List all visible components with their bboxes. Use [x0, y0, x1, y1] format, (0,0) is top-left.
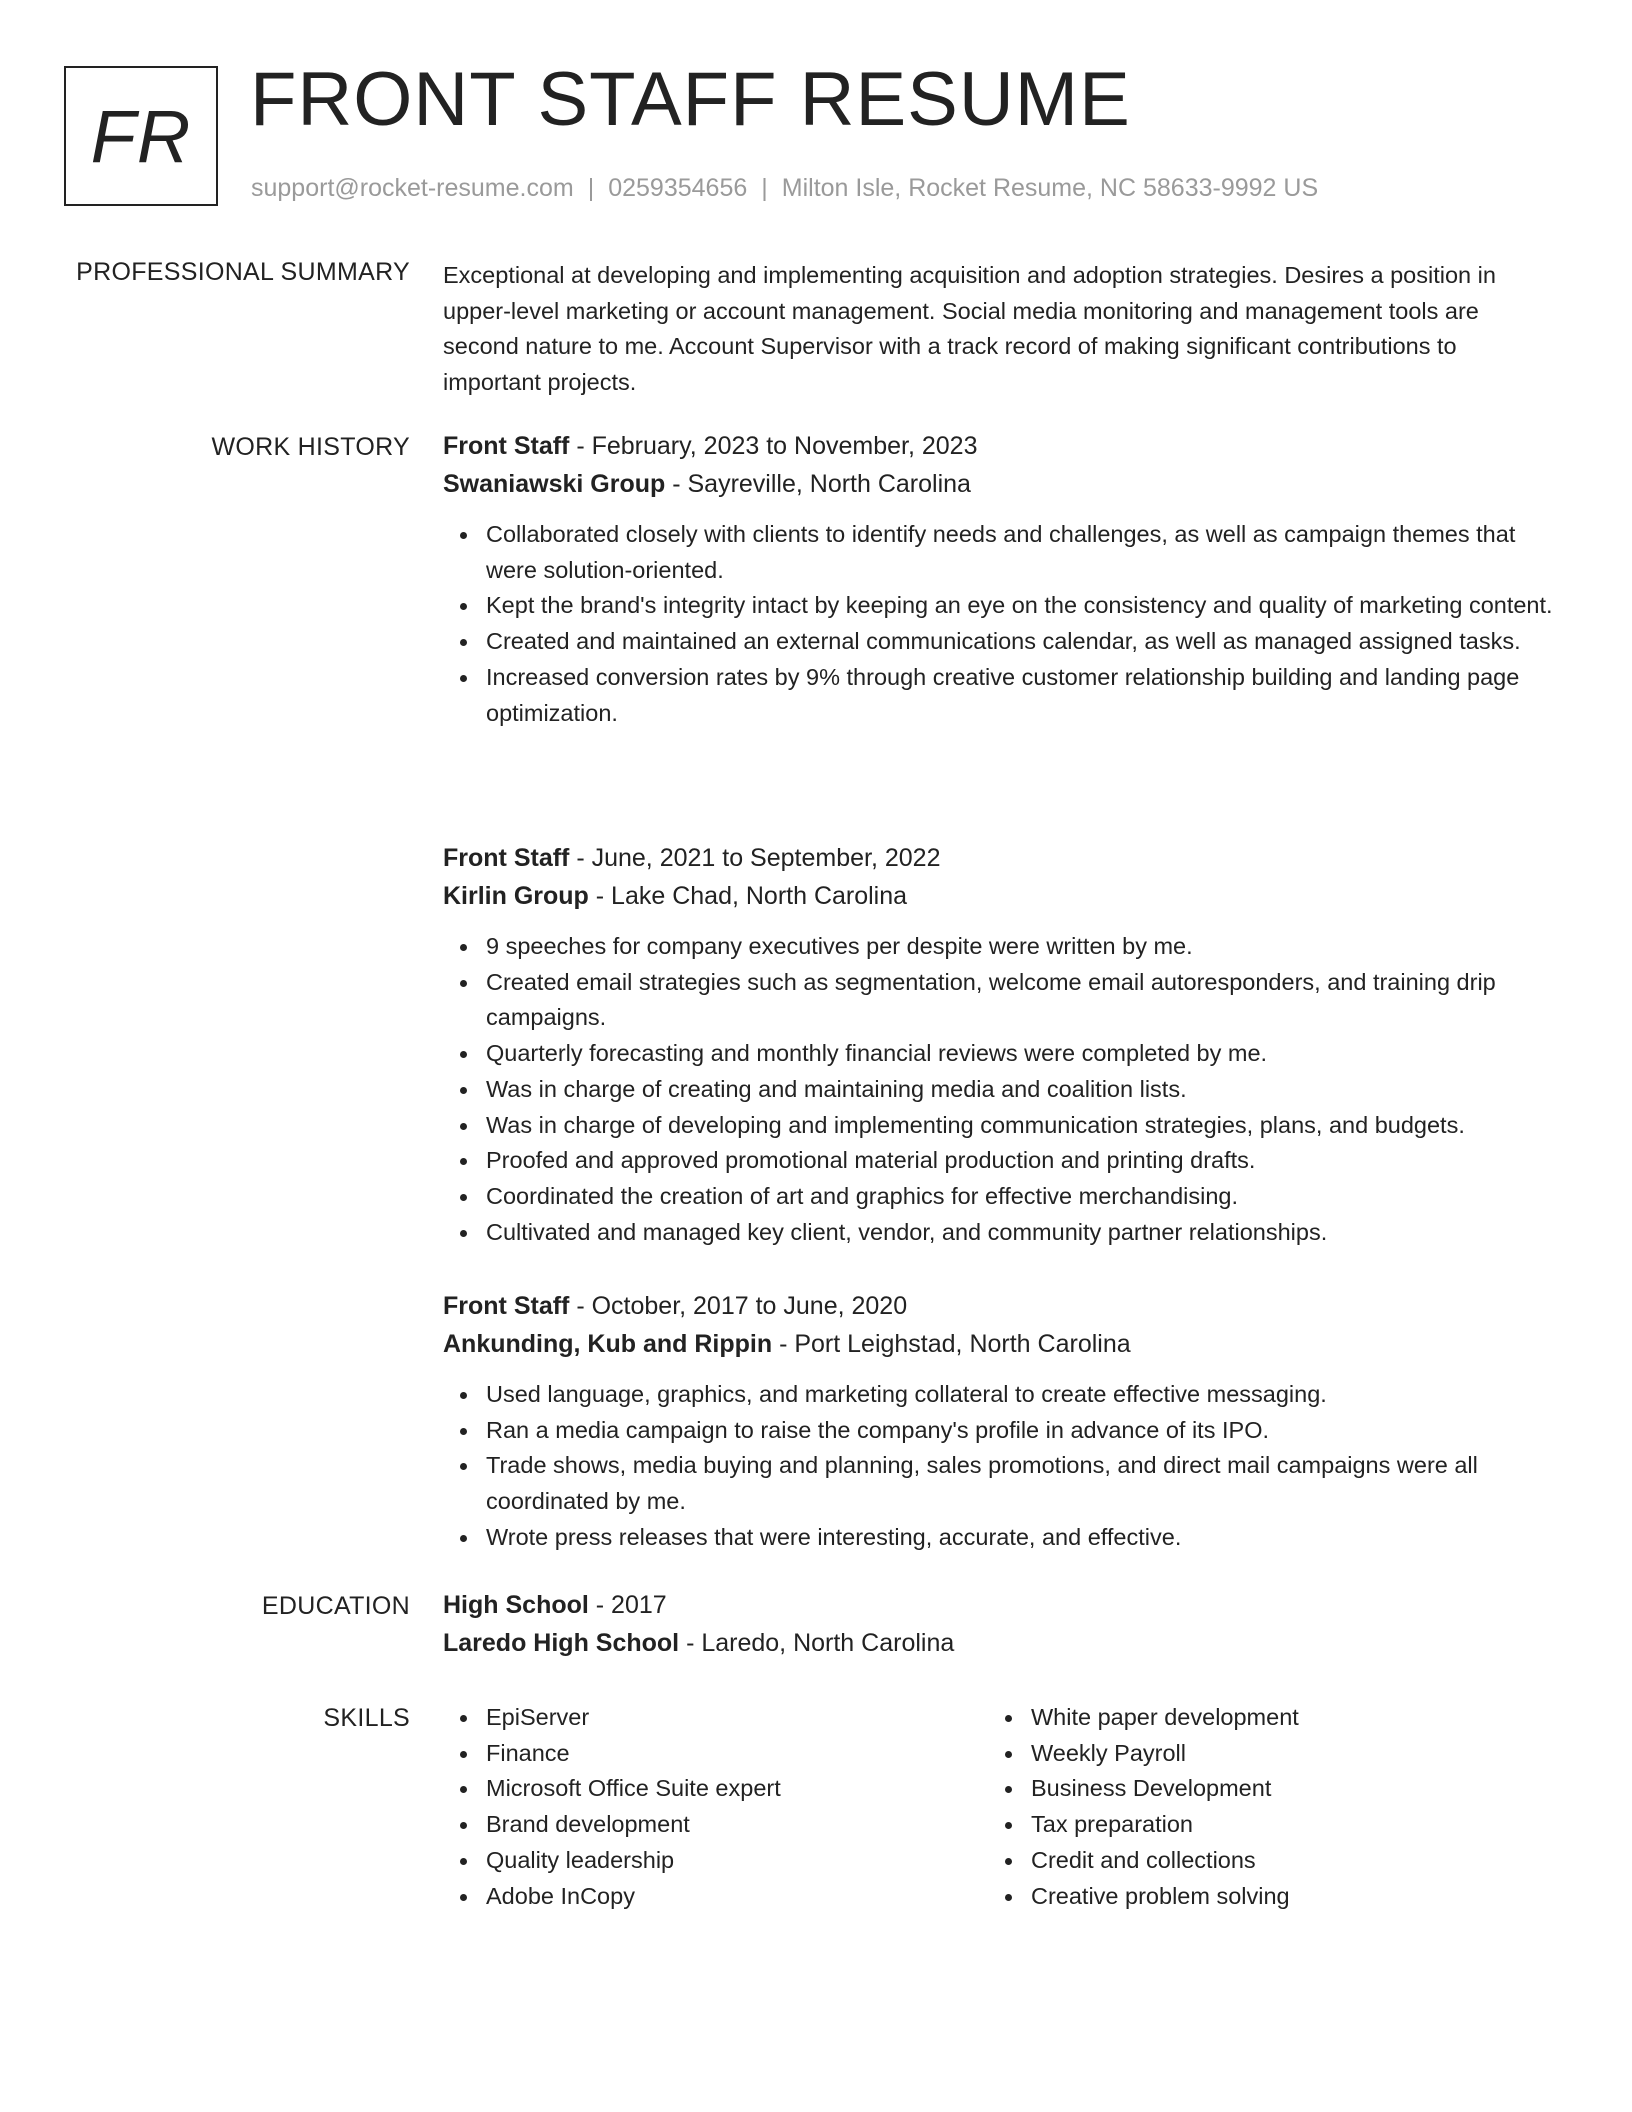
section-body — [443, 1700, 1555, 1914]
job-bullets — [443, 929, 1555, 1250]
section-heading: EDUCATION — [261, 1592, 410, 1620]
contact-phone: 0259354656 — [608, 174, 748, 202]
job-title-line — [443, 839, 1555, 877]
skill-item: Adobe InCopy — [486, 1879, 988, 1915]
skill-item: Brand development — [486, 1807, 988, 1843]
list-item: Ran a media campaign to raise the company's profile in advance of its IPO. — [486, 1413, 1555, 1449]
job-title-line — [443, 1287, 1555, 1325]
section-heading: SKILLS — [323, 1704, 410, 1732]
degree-line — [443, 1586, 1555, 1624]
job-entry — [443, 839, 1555, 1250]
list-item: Wrote press releases that were interesting, accurate, and effective. — [486, 1520, 1555, 1556]
school-location: - Laredo, North Carolina — [679, 1629, 955, 1657]
graduation-year: - 2017 — [588, 1591, 667, 1619]
job-title: Front Staff — [443, 844, 570, 872]
section-heading: PROFESSIONAL SUMMARY — [76, 258, 410, 286]
job-entry — [443, 427, 1555, 731]
contact-separator: | — [587, 174, 595, 202]
contact-address: Milton Isle, Rocket Resume, NC 58633-9992 US — [781, 174, 1319, 202]
section-body — [443, 258, 1555, 400]
list-item: Cultivated and managed key client, vendor, and community partner relationships. — [486, 1215, 1555, 1251]
job-company-line — [443, 465, 1555, 503]
list-item: Collaborated closely with clients to identify needs and challenges, as well as campaign themes that were solution-oriented. — [486, 517, 1555, 588]
skills-column-right — [988, 1700, 1533, 1914]
degree: High School — [443, 1591, 589, 1619]
job-location: - Sayreville, North Carolina — [665, 470, 971, 498]
job-company: Ankunding, Kub and Rippin — [443, 1330, 773, 1358]
section-body — [443, 1586, 1555, 1662]
contact-line — [251, 174, 1318, 203]
list-item: Increased conversion rates by 9% through creative customer relationship building and landing page optimization. — [486, 660, 1555, 731]
list-item: Was in charge of developing and implementing communication strategies, plans, and budgets. — [486, 1108, 1555, 1144]
skill-item: Weekly Payroll — [1031, 1736, 1533, 1772]
page-title: FRONT STAFF RESUME — [250, 57, 1131, 142]
job-bullets — [443, 517, 1555, 731]
list-item: Quarterly forecasting and monthly financial reviews were completed by me. — [486, 1036, 1555, 1072]
job-title: Front Staff — [443, 432, 570, 460]
job-company: Kirlin Group — [443, 882, 589, 910]
job-title-line — [443, 427, 1555, 465]
job-dates: - February, 2023 to November, 2023 — [569, 432, 978, 460]
school-line — [443, 1624, 1555, 1662]
skill-item: Microsoft Office Suite expert — [486, 1771, 988, 1807]
job-bullets — [443, 1377, 1555, 1556]
skill-item: Quality leadership — [486, 1843, 988, 1879]
job-dates: - June, 2021 to September, 2022 — [569, 844, 941, 872]
skill-item: White paper development — [1031, 1700, 1533, 1736]
skill-item: EpiServer — [486, 1700, 988, 1736]
skill-item: Credit and collections — [1031, 1843, 1533, 1879]
job-entry — [443, 1287, 1555, 1556]
list-item: Kept the brand's integrity intact by keeping an eye on the consistency and quality of marketing content. — [486, 588, 1555, 624]
section-heading: WORK HISTORY — [211, 433, 410, 461]
list-item: Coordinated the creation of art and graphics for effective merchandising. — [486, 1179, 1555, 1215]
school-name: Laredo High School — [443, 1629, 680, 1657]
job-company-line — [443, 877, 1555, 915]
job-title: Front Staff — [443, 1292, 570, 1320]
list-item: Trade shows, media buying and planning, sales promotions, and direct mail campaigns were all coordinated by me. — [486, 1448, 1555, 1519]
monogram-logo: FR — [64, 66, 218, 206]
list-item: Proofed and approved promotional material production and printing drafts. — [486, 1143, 1555, 1179]
job-dates: - October, 2017 to June, 2020 — [569, 1292, 908, 1320]
skill-item: Finance — [486, 1736, 988, 1772]
skills-column-left — [443, 1700, 988, 1914]
contact-separator: | — [761, 174, 768, 202]
contact-email: support@rocket-resume.com — [251, 174, 574, 202]
skills-columns — [443, 1700, 1555, 1914]
skills-list — [988, 1700, 1533, 1914]
job-location: - Port Leighstad, North Carolina — [772, 1330, 1131, 1358]
list-item: Used language, graphics, and marketing collateral to create effective messaging. — [486, 1377, 1555, 1413]
list-item: Was in charge of creating and maintaining media and coalition lists. — [486, 1072, 1555, 1108]
list-item: Created email strategies such as segmentation, welcome email autoresponders, and training drip campaigns. — [486, 965, 1555, 1036]
job-company-line — [443, 1325, 1555, 1363]
skill-item: Business Development — [1031, 1771, 1533, 1807]
skill-item: Tax preparation — [1031, 1807, 1533, 1843]
summary-text: Exceptional at developing and implementing acquisition and adoption strategies. Desires a position in upper-level marketing or account management. Social media monitoring and management tools are second nature to me. Account Supervisor with a track record of making significant contributions to important projects. — [443, 262, 1496, 395]
skills-list — [443, 1700, 988, 1914]
job-location: - Lake Chad, North Carolina — [588, 882, 908, 910]
list-item: Created and maintained an external communications calendar, as well as managed assigned tasks. — [486, 624, 1555, 660]
list-item: 9 speeches for company executives per despite were written by me. — [486, 929, 1555, 965]
job-company: Swaniawski Group — [443, 470, 666, 498]
skill-item: Creative problem solving — [1031, 1879, 1533, 1915]
